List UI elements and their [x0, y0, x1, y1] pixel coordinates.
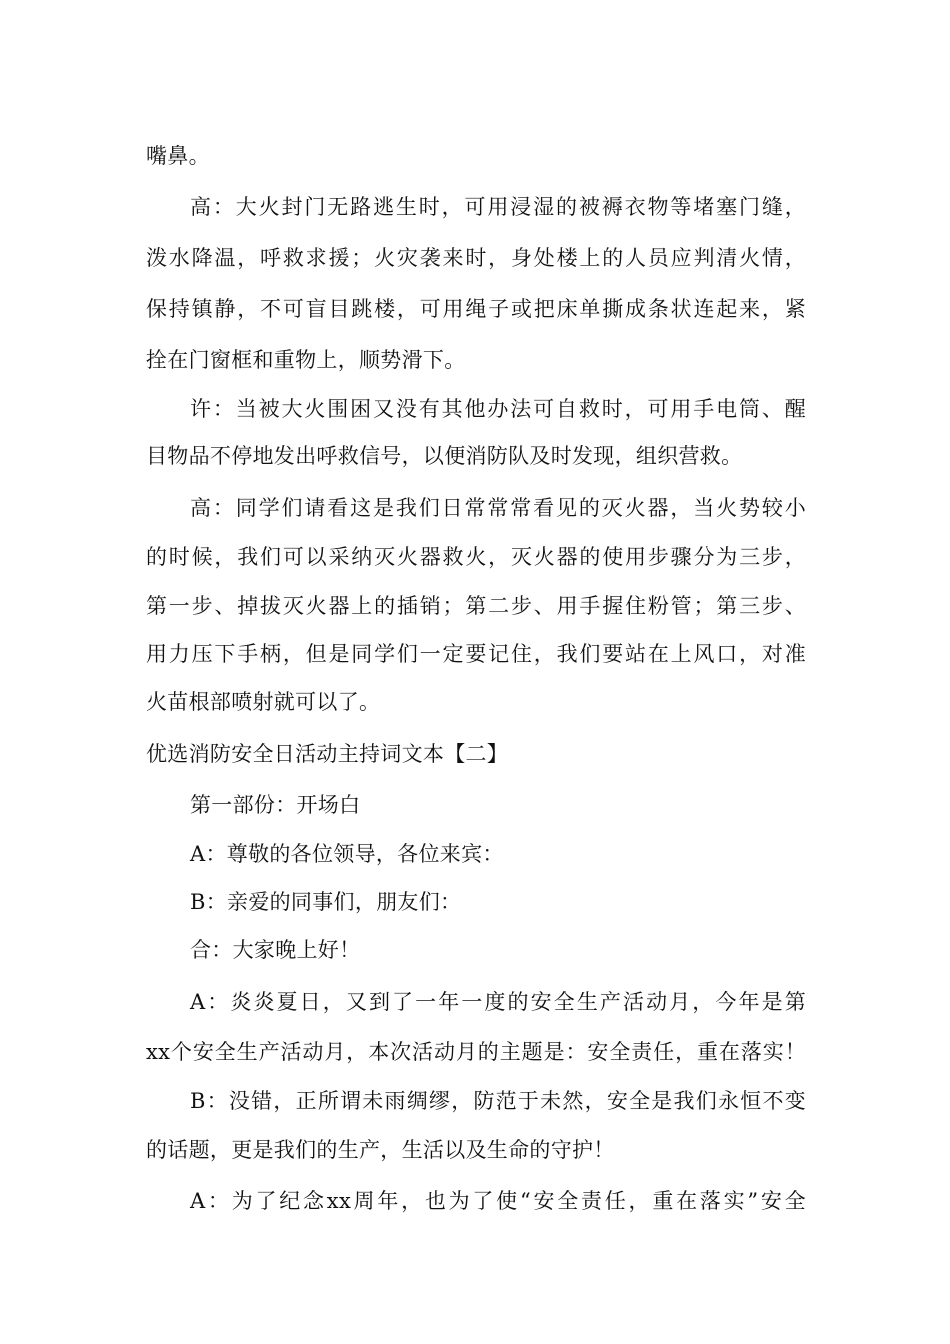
text-line: 的时候，我们可以采纳灭火器救火，灭火器的使用步骤分为三步，	[146, 545, 806, 569]
text-line: 目物品不停地发出呼救信号，以便消防队及时发现，组织营救。	[146, 444, 743, 468]
text-line: A：尊敬的各位领导，各位来宾：	[190, 842, 504, 866]
text-line: 的话题，更是我们的生产，生活以及生命的守护！	[146, 1138, 615, 1162]
text-line: 合：大家晚上好！	[190, 938, 361, 962]
text-line: A：炎炎夏日，又到了一年一度的安全生产活动月，今年是第	[190, 990, 806, 1014]
text-line: 第一步、掉拔灭火器上的插销；第二步、用手握住粉管；第三步、	[146, 594, 806, 618]
text-line: 火苗根部喷射就可以了。	[146, 690, 381, 714]
text-line: xx个安全生产活动月，本次活动月的主题是：安全责任，重在落实！	[146, 1040, 806, 1064]
text-line: B：亲爱的同事们，朋友们：	[190, 890, 462, 914]
text-line: 高：同学们请看这是我们日常常常看见的灭火器，当火势较小	[190, 496, 806, 520]
text-line: 许：当被大火围困又没有其他办法可自救时，可用手电筒、醒	[190, 397, 806, 421]
text-line: 嘴鼻。	[146, 144, 210, 168]
text-line: 高：大火封门无路逃生时，可用浸湿的被褥衣物等堵塞门缝，	[190, 195, 806, 219]
text-line: 第一部份：开场白	[190, 793, 361, 817]
text-line: 泼水降温，呼救求援；火灾袭来时，身处楼上的人员应判清火情，	[146, 246, 806, 270]
text-line: A：为了纪念xx周年，也为了使“安全责任，重在落实”安全	[190, 1189, 806, 1213]
text-line: 保持镇静，不可盲目跳楼，可用绳子或把床单撕成条状连起来，紧	[146, 297, 806, 321]
text-line: 拴在门窗框和重物上，顺势滑下。	[146, 348, 466, 372]
text-line: B：没错，正所谓未雨绸缪，防范于未然，安全是我们永恒不变	[190, 1089, 806, 1113]
section-heading: 优选消防安全日活动主持词文本【二】	[146, 742, 509, 766]
text-line: 用力压下手柄，但是同学们一定要记住，我们要站在上风口，对准	[146, 642, 806, 666]
